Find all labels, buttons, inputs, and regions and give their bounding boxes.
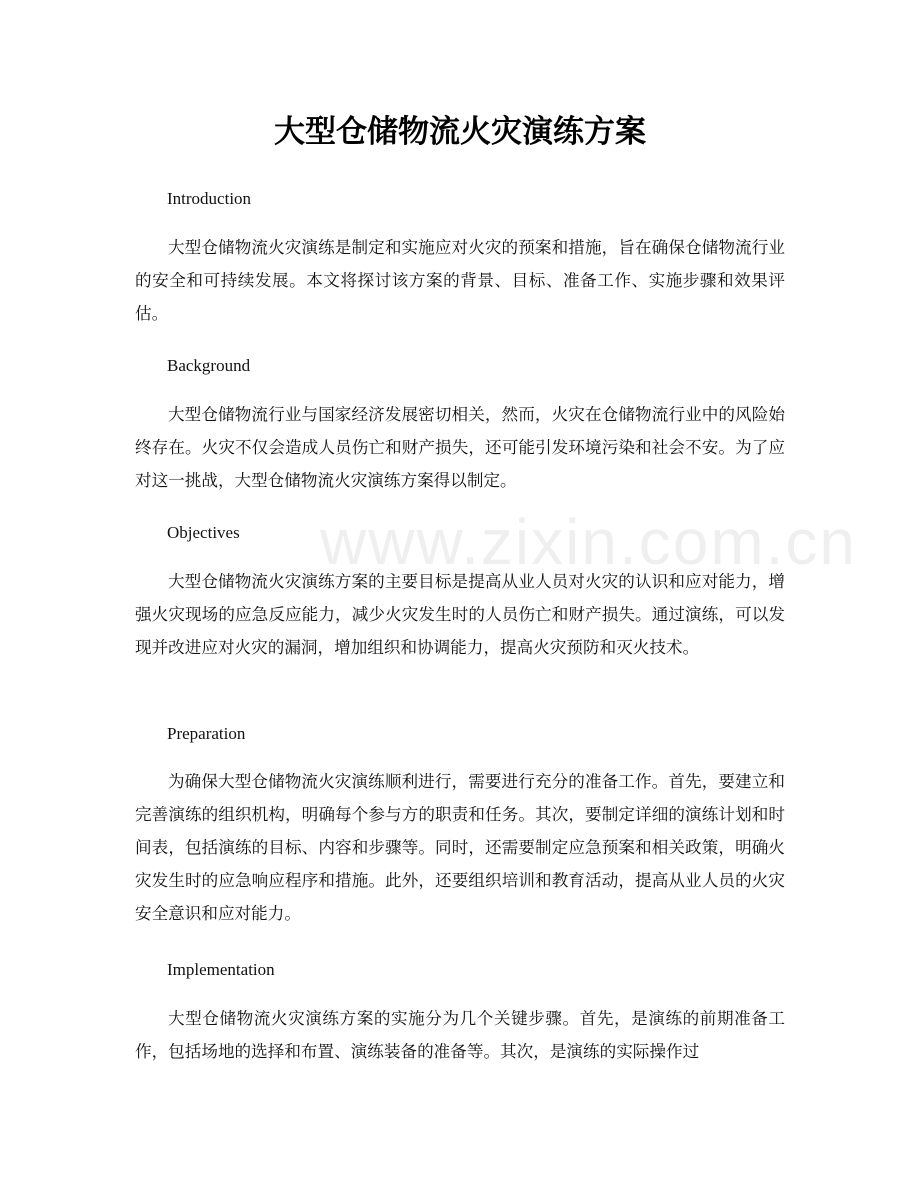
section-heading-introduction: Introduction [167,189,252,208]
section-heading-objectives: Objectives [167,523,240,542]
section-heading-preparation: Preparation [167,724,246,743]
section-body-implementation: 大型仓储物流火灾演练方案的实施分为几个关键步骤。首先，是演练的前期准备工作，包括场地的选择和布置、演练装备的准备等。其次，是演练的实际操作过 [135,1009,785,1061]
section-body-preparation: 为确保大型仓储物流火灾演练顺利进行，需要进行充分的准备工作。首先，要建立和完善演练的组织机构，明确每个参与方的职责和任务。其次，要制定详细的演练计划和时间表，包括演练的目标、内容和步骤等。同时，还需要制定应急预案和相关政策，明确火灾发生时的应急响应程序和措施。此外，还要组织培训和教育活动，提高从业人员的火灾安全意识和应对能力。 [135,772,785,923]
section-body-introduction: 大型仓储物流火灾演练是制定和实施应对火灾的预案和措施，旨在确保仓储物流行业的安全和可持续发展。本文将探讨该方案的背景、目标、准备工作、实施步骤和效果评估。 [135,238,785,323]
document-title: 大型仓储物流火灾演练方案 [274,114,646,150]
section-heading-background: Background [167,356,251,375]
watermark: www.zixin.com.cn [320,506,857,578]
section-body-objectives: 大型仓储物流火灾演练方案的主要目标是提高从业人员对火灾的认识和应对能力，增强火灾现场的应急反应能力，减少火灾发生时的人员伤亡和财产损失。通过演练，可以发现并改进应对火灾的漏洞，增加组织和协调能力，提高火灾预防和灭火技术。 [135,572,785,657]
section-body-background: 大型仓储物流行业与国家经济发展密切相关，然而，火灾在仓储物流行业中的风险始终存在。火灾不仅会造成人员伤亡和财产损失，还可能引发环境污染和社会不安。为了应对这一挑战，大型仓储物流火灾演练方案得以制定。 [135,405,785,490]
section-heading-implementation: Implementation [167,960,275,979]
